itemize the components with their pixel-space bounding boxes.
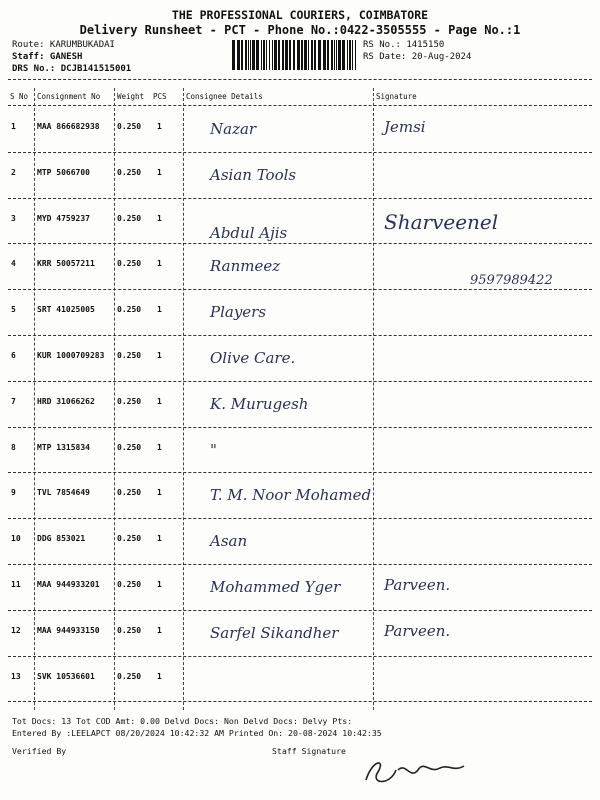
row-weight: 0.250 (117, 167, 142, 177)
entered-by-line: Entered By :LEELAPCT 08/20/2024 10:42:32 AM Printed On: 20-08-2024 10:42:35 (12, 728, 382, 738)
row-consignee-handwritten: Asan (210, 532, 248, 551)
row-pcs: 1 (157, 122, 162, 131)
row-consignee-handwritten: Ranmeez (210, 257, 281, 276)
header-divider-bottom (8, 105, 592, 106)
row-sno: 8 (11, 442, 16, 452)
row-pcs: 1 (157, 351, 162, 360)
column-divider (373, 88, 374, 710)
staff-signature-scribble (360, 750, 470, 790)
drs-number: DRS No.: DCJB141515001 (12, 64, 132, 74)
row-sno: 10 (11, 534, 21, 544)
row-pcs: 1 (157, 625, 162, 635)
document-subtitle: Delivery Runsheet - PCT - Phone No.:0422-3505555 - Page No.:1 (79, 23, 521, 37)
row-consignee-handwritten: Nazar (210, 120, 257, 138)
row-consignment-no: SRT 41025005 (37, 305, 95, 315)
row-consignee-handwritten: K. Murugesh (210, 394, 309, 413)
row-consignment-no: HRD 31066262 (37, 396, 95, 406)
route-label: Route: KARUMBUKADAI (12, 40, 115, 50)
column-header-weight: Weight (117, 92, 145, 101)
totals-line: Tot Docs: 13 Tot COD Amt: 0.00 Delvd Docs: Non Delvd Docs: Delvy Pts: (12, 716, 353, 726)
document-title: THE PROFESSIONAL COURIERS, COIMBATORE (171, 8, 429, 22)
row-consignment-no: DDG 853021 (37, 534, 86, 544)
row-pcs: 1 (157, 442, 162, 452)
staff-label: Staff: GANESH (12, 52, 83, 62)
row-consignment-no: MAA 866682938 (37, 122, 100, 131)
row-pcs: 1 (157, 259, 162, 269)
row-consignment-no: MYD 4759237 (37, 213, 90, 223)
row-sno: 7 (11, 396, 16, 406)
row-sno: 1 (11, 122, 16, 131)
verified-by-label: Verified By (12, 746, 67, 756)
row-sno: 5 (11, 305, 16, 315)
row-divider (8, 701, 592, 702)
row-sno: 4 (11, 259, 16, 269)
row-pcs: 1 (157, 671, 162, 681)
row-consignee-handwritten: Players (210, 303, 267, 322)
row-pcs: 1 (157, 580, 162, 589)
row-consignment-no: MAA 944933201 (37, 580, 100, 589)
column-divider (114, 88, 115, 710)
column-header-consignee: Consignee Details (186, 92, 263, 101)
row-consignee-handwritten: Abdul Ajis (210, 223, 288, 242)
barcode (232, 40, 356, 70)
row-weight: 0.250 (117, 671, 142, 681)
row-pcs: 1 (157, 396, 162, 406)
row-sno: 3 (11, 213, 16, 223)
row-weight: 0.250 (117, 488, 142, 498)
row-divider (8, 381, 592, 382)
row-divider (8, 427, 592, 428)
row-signature-handwritten: Sharveenel (384, 209, 499, 234)
row-weight: 0.250 (117, 259, 142, 269)
row-divider (8, 472, 592, 473)
row-pcs: 1 (157, 534, 162, 544)
row-weight: 0.250 (117, 305, 142, 315)
row-pcs: 1 (157, 167, 162, 177)
row-consignee-handwritten: T. M. Noor Mohamed (210, 486, 372, 505)
row-weight: 0.250 (117, 534, 142, 544)
row-divider (8, 152, 592, 153)
column-header-consignment: Consignment No (37, 92, 101, 101)
row-weight: 0.250 (117, 580, 142, 589)
row-weight: 0.250 (117, 396, 142, 406)
column-header-signature: Signature (376, 92, 417, 101)
row-consignment-no: MTP 1315834 (37, 442, 90, 452)
row-divider (8, 289, 592, 290)
row-weight: 0.250 (117, 213, 142, 223)
row-divider (8, 610, 592, 611)
row-divider (8, 335, 592, 336)
column-header-sno: S No (10, 92, 29, 101)
row-divider (8, 243, 592, 244)
header-divider-top (8, 79, 592, 80)
row-sno: 12 (11, 625, 21, 635)
row-signature-handwritten: Jemsi (384, 118, 426, 136)
row-pcs: 1 (157, 305, 162, 315)
row-divider (8, 564, 592, 565)
row-consignee-handwritten: Asian Tools (210, 165, 297, 184)
row-divider (8, 656, 592, 657)
row-consignment-no: KRR 50057211 (37, 259, 95, 269)
row-weight: 0.250 (117, 442, 142, 452)
row-signature-handwritten: 9597989422 (470, 273, 553, 289)
row-weight: 0.250 (117, 122, 142, 131)
row-pcs: 1 (157, 488, 162, 498)
rs-date: RS Date: 20-Aug-2024 (363, 52, 472, 62)
staff-signature-label: Staff Signature (272, 746, 346, 756)
row-consignment-no: MAA 944933150 (37, 625, 100, 635)
row-signature-handwritten: Parveen. (384, 576, 451, 594)
row-sno: 13 (11, 671, 21, 681)
row-pcs: 1 (157, 213, 162, 223)
row-signature-handwritten: Parveen. (384, 621, 451, 640)
column-divider (34, 88, 35, 710)
row-sno: 11 (11, 580, 21, 589)
row-sno: 2 (11, 167, 16, 177)
row-weight: 0.250 (117, 351, 142, 360)
row-consignee-handwritten: Olive Care. (210, 349, 296, 367)
row-consignment-no: TVL 7854649 (37, 488, 90, 498)
row-consignee-handwritten: Mohammed Yger (210, 578, 341, 596)
row-consignee-handwritten: Sarfel Sikandher (210, 623, 339, 642)
row-consignee-handwritten: " (210, 440, 217, 459)
column-header-pcs: PCS (153, 92, 167, 101)
row-consignment-no: KUR 1000709283 (37, 351, 105, 360)
row-weight: 0.250 (117, 625, 142, 635)
row-consignment-no: MTP 5066700 (37, 167, 90, 177)
row-divider (8, 518, 592, 519)
row-sno: 9 (11, 488, 16, 498)
row-sno: 6 (11, 351, 16, 360)
row-consignment-no: SVK 10536601 (37, 671, 95, 681)
row-divider (8, 198, 592, 199)
rs-number: RS No.: 1415150 (363, 40, 445, 50)
column-divider (183, 88, 184, 710)
